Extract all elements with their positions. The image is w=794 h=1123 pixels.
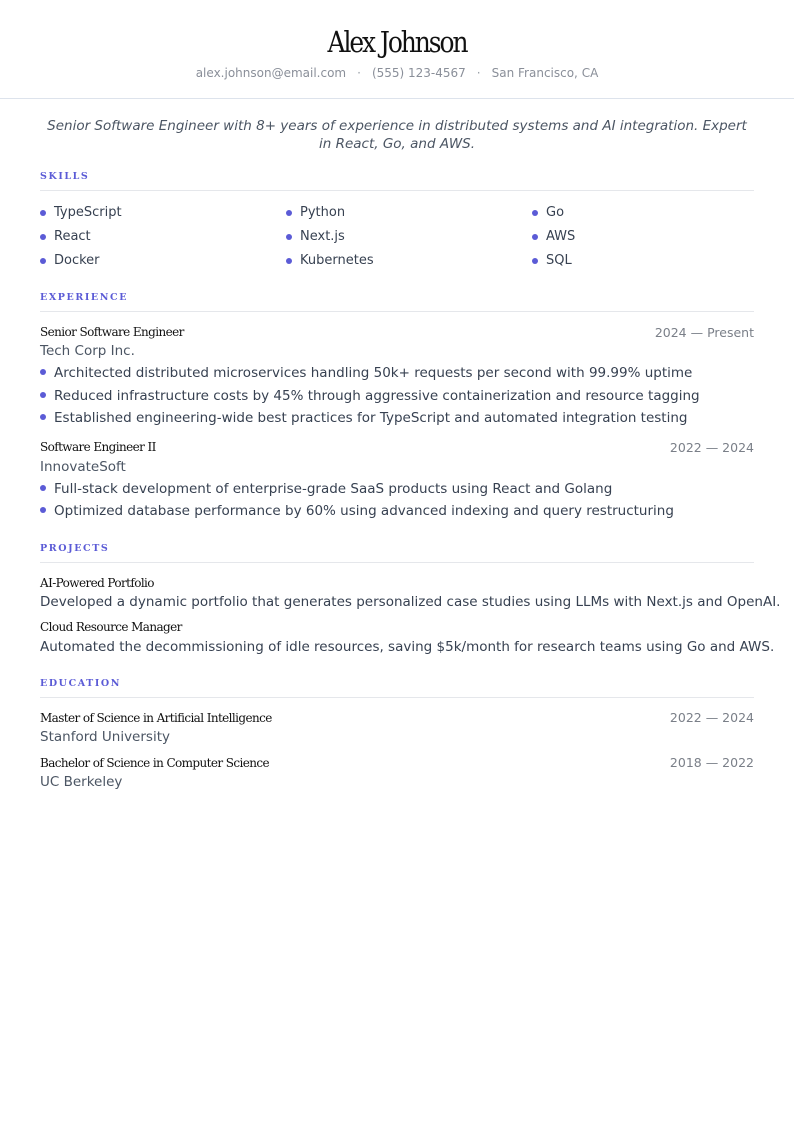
school-name: Stanford University xyxy=(40,729,170,745)
bullet-icon xyxy=(532,258,538,264)
skill-item: React xyxy=(40,229,91,245)
skills-divider xyxy=(40,190,754,191)
contact-line xyxy=(0,66,794,81)
skill-item: TypeScript xyxy=(40,205,122,221)
skill-item: Docker xyxy=(40,253,100,269)
education-heading: EDUCATION xyxy=(40,678,122,689)
company-name: Tech Corp Inc. xyxy=(40,343,135,359)
bullet-icon xyxy=(286,210,292,216)
project-name: AI-Powered Portfolio xyxy=(40,576,154,590)
separator-dot: · xyxy=(357,66,361,80)
bullet-icon xyxy=(40,414,46,420)
projects-divider xyxy=(40,562,754,563)
projects-heading: PROJECTS xyxy=(40,543,110,554)
job-dates: 2022 — 2024 xyxy=(669,440,754,455)
bullet-icon xyxy=(40,234,46,240)
company-name: InnovateSoft xyxy=(40,459,126,475)
phone-number: (555) 123-4567 xyxy=(371,66,466,80)
separator-dot: · xyxy=(476,66,481,80)
skill-item: Go xyxy=(532,205,564,221)
bullet-icon xyxy=(40,507,46,513)
bullet-icon xyxy=(40,485,46,491)
experience-divider xyxy=(40,311,754,312)
bullet-icon xyxy=(40,258,46,264)
education-dates: 2018 — 2022 xyxy=(669,755,754,770)
skills-heading: SKILLS xyxy=(40,171,90,182)
bullet-icon xyxy=(40,392,46,398)
job-bullet: Optimized database performance by 60% using advanced indexing and query restructuring xyxy=(40,503,674,519)
experience-heading: EXPERIENCE xyxy=(40,292,129,303)
job-bullet: Full-stack development of enterprise-grade SaaS products using React and Golang xyxy=(40,481,612,497)
location: San Francisco, CA xyxy=(491,66,599,80)
bullet-icon xyxy=(286,234,292,240)
bullet-icon xyxy=(40,210,46,216)
school-name: UC Berkeley xyxy=(40,774,123,790)
bullet-icon xyxy=(286,258,292,264)
bullet-icon xyxy=(532,234,538,240)
job-dates: 2024 — Present xyxy=(654,325,754,340)
job-title: Senior Software Engineer xyxy=(40,325,184,339)
bullet-icon xyxy=(532,210,538,216)
email-link[interactable]: alex.johnson@email.com xyxy=(195,66,347,80)
job-bullet: Established engineering-wide best practices for TypeScript and automated integration testing xyxy=(40,410,687,426)
candidate-name: Alex Johnson xyxy=(327,25,467,59)
education-dates: 2022 — 2024 xyxy=(669,710,754,725)
education-divider xyxy=(40,697,754,698)
job-title: Software Engineer II xyxy=(40,440,156,454)
job-bullet: Reduced infrastructure costs by 45% through aggressive containerization and resource tagging xyxy=(40,388,700,404)
skill-item: AWS xyxy=(532,229,575,245)
professional-summary: Senior Software Engineer with 8+ years of experience in distributed systems and AI integration. Expert in React, Go, and AWS. xyxy=(47,118,747,152)
bullet-icon xyxy=(40,369,46,375)
skill-item: Next.js xyxy=(286,229,345,245)
skill-item: SQL xyxy=(532,253,572,269)
project-description: Automated the decommissioning of idle resources, saving $5k/month for research teams using Go and AWS. xyxy=(40,639,775,655)
degree-title: Master of Science in Artificial Intelligence xyxy=(40,711,272,725)
project-name: Cloud Resource Manager xyxy=(40,620,182,634)
skill-item: Python xyxy=(286,205,345,221)
degree-title: Bachelor of Science in Computer Science xyxy=(40,756,269,770)
job-bullet: Architected distributed microservices handling 50k+ requests per second with 99.99% uptime xyxy=(40,365,692,381)
skill-item: Kubernetes xyxy=(286,253,374,269)
project-description: Developed a dynamic portfolio that generates personalized case studies using LLMs with Next.js and OpenAI. xyxy=(40,594,781,610)
resume-header xyxy=(0,0,794,99)
